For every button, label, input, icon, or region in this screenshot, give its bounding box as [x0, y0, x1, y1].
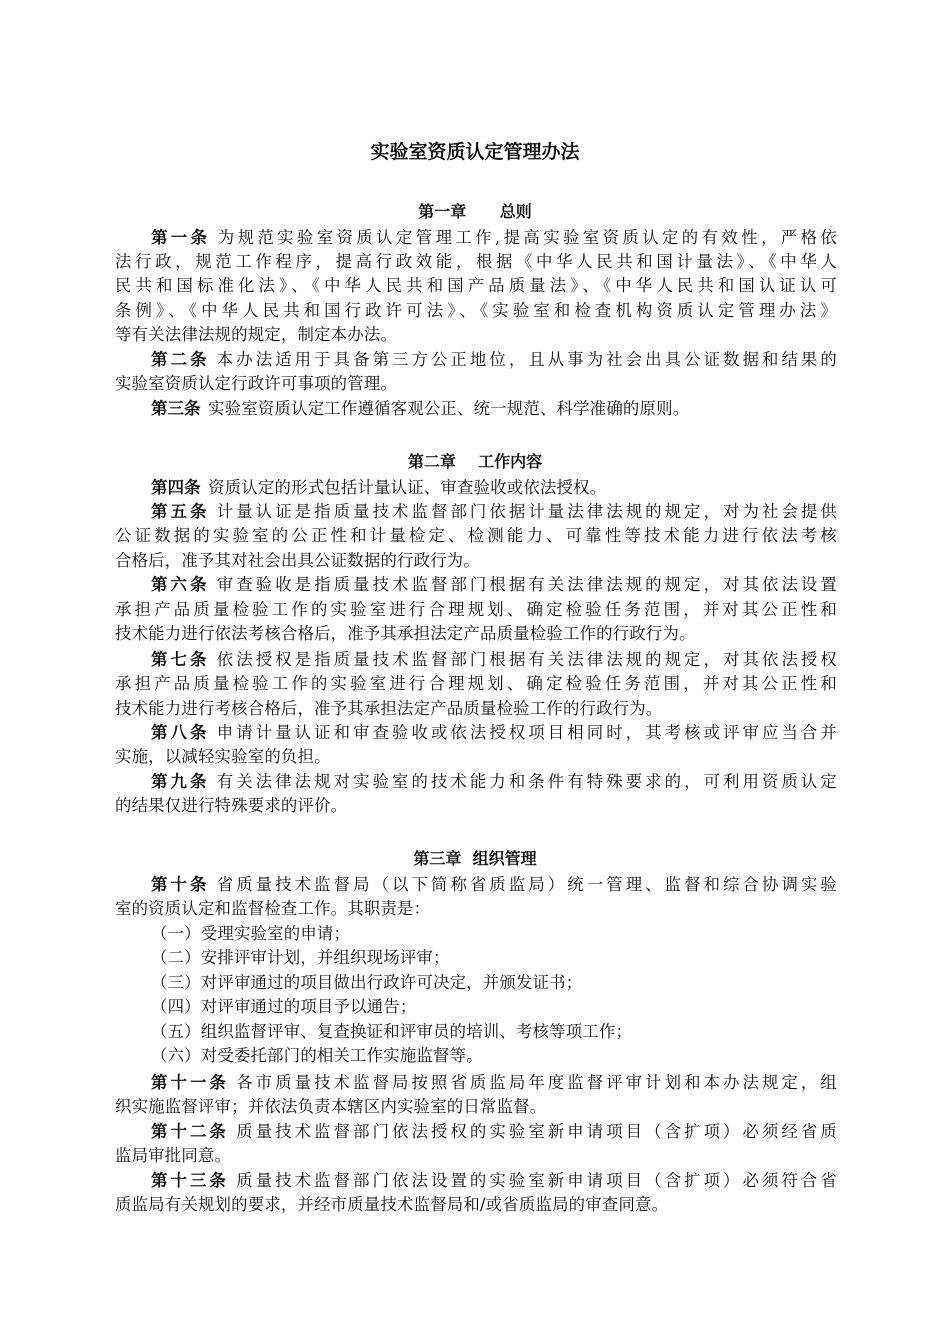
- article-line: 实验室资质认定行政许可事项的管理。: [115, 374, 398, 393]
- chapter-heading: 第二章 工作内容: [407, 452, 543, 471]
- article-text: 有关法律法规对实验室的技术能力和条件有特殊要求的，可利用资质认定: [216, 772, 837, 791]
- document-title: 实验室资质认定管理办法: [370, 141, 580, 163]
- article-label: 第九条: [151, 772, 210, 791]
- article-first-line: [151, 721, 837, 745]
- list-item: （一）受理实验室的申请；: [151, 924, 351, 943]
- article-first-line: [151, 397, 837, 421]
- article-first-line: [151, 770, 837, 794]
- article-line: 公证数据的实验室的公正性和计量检定、检测能力、可靠性等技术能力进行依法考核: [115, 526, 837, 545]
- article-line: 室的资质认定和监督检查工作。其职责是：: [115, 899, 431, 918]
- article-text: 依法授权是指质量技术监督部门根据有关法律法规的规定，对其依法授权: [216, 650, 837, 669]
- article-line: 织实施监督评审；并依法负责本辖区内实验室的日常监督。: [115, 1097, 547, 1116]
- article-label: 第二条: [151, 350, 210, 369]
- article-text: 计量认证是指质量技术监督部门依据计量法律法规的规定，对为社会提供: [216, 502, 837, 521]
- article-label: 第八条: [151, 723, 210, 742]
- article-line: 质监局有关规划的要求，并经市质量技术监督局和/或省质监局的审查同意。: [115, 1195, 669, 1214]
- list-item: （四）对评审通过的项目予以通告；: [151, 997, 417, 1016]
- article-label: 第六条: [151, 575, 210, 594]
- article-label: 第三条: [151, 399, 201, 418]
- article-label: 第四条: [151, 478, 201, 497]
- article-label: 第十三条: [151, 1171, 229, 1190]
- article-line: 等有关法律法规的规定，制定本办法。: [115, 325, 398, 344]
- article-line: 民共和国标准化法》、《中华人民共和国产品质量法》、《中华人民共和国认证认可: [115, 276, 837, 295]
- article-text: 审查验收是指质量技术监督部门根据有关法律法规的规定，对其依法设置: [216, 575, 837, 594]
- article-first-line: [151, 500, 837, 524]
- article-first-line: [151, 1169, 837, 1193]
- article-text: 申请计量认证和审查验收或依法授权项目相同时，其考核或评审应当合并: [216, 723, 837, 742]
- article-line: 监局审批同意。: [115, 1146, 232, 1165]
- article-text: 质量技术监督部门依法授权的实验室新申请项目（含扩项）必须经省质: [236, 1122, 837, 1141]
- article-line: 合格后，准予其对社会出具公证数据的行政行为。: [115, 551, 480, 570]
- article-line: 承担产品质量检验工作的实验室进行合理规划、确定检验任务范围，并对其公正性和: [115, 674, 837, 693]
- article-first-line: [151, 873, 837, 897]
- article-first-line: [151, 476, 837, 500]
- article-line: 法行政，规范工作程序，提高行政效能，根据《中华人民共和国计量法》、《中华人: [115, 252, 837, 271]
- list-item: （三）对评审通过的项目做出行政许可决定，并颁发证书；: [151, 973, 583, 992]
- article-label: 第七条: [151, 650, 210, 669]
- article-text: 资质认定的形式包括计量认证、审查验收或依法授权。: [208, 478, 607, 497]
- article-label: 第五条: [151, 502, 210, 521]
- article-first-line: [151, 1120, 837, 1144]
- article-line: 条例》、《中华人民共和国行政许可法》、《实验室和检查机构资质认定管理办法》: [115, 301, 837, 320]
- article-first-line: [151, 648, 837, 672]
- list-item: （六）对受委托部门的相关工作实施监督等。: [151, 1046, 483, 1065]
- article-line: 技术能力进行依法考核合格后，准予其承担法定产品质量检验工作的行政行为。: [115, 624, 696, 643]
- article-first-line: [151, 573, 837, 597]
- article-label: 第十条: [151, 875, 210, 894]
- article-text: 省质量技术监督局（以下简称省质监局）统一管理、监督和综合协调实验: [216, 875, 837, 894]
- article-label: 第十一条: [151, 1073, 229, 1092]
- article-line: 的结果仅进行特殊要求的评价。: [115, 796, 348, 815]
- article-line: 实施，以减轻实验室的负担。: [115, 747, 331, 766]
- article-first-line: [151, 226, 837, 250]
- article-label: 第一条: [151, 228, 211, 247]
- article-line: 承担产品质量检验工作的实验室进行合理规划、确定检验任务范围，并对其公正性和: [115, 600, 837, 619]
- article-text: 质量技术监督部门依法设置的实验室新申请项目（含扩项）必须符合省: [236, 1171, 837, 1190]
- article-text: 本办法适用于具备第三方公正地位，且从事为社会出具公证数据和结果的: [216, 350, 837, 369]
- article-text: 为规范实验室资质认定管理工作,提高实验室资质认定的有效性，严格依: [217, 228, 837, 247]
- article-text: 实验室资质认定工作遵循客观公正、统一规范、科学准确的原则。: [208, 399, 690, 418]
- list-item: （五）组织监督评审、复查换证和评审员的培训、考核等项工作；: [151, 1022, 633, 1041]
- list-item: （二）安排评审计划，并组织现场评审；: [151, 948, 450, 967]
- article-text: 各市质量技术监督局按照省质监局年度监督评审计划和本办法规定，组: [236, 1073, 837, 1092]
- chapter-heading: 第三章 组织管理: [413, 849, 537, 868]
- article-first-line: [151, 348, 837, 372]
- article-first-line: [151, 1071, 837, 1095]
- article-line: 技术能力进行考核合格后，准予其承担法定产品质量检验工作的行政行为。: [115, 699, 663, 718]
- article-label: 第十二条: [151, 1122, 229, 1141]
- chapter-heading: 第一章 总则: [418, 202, 532, 221]
